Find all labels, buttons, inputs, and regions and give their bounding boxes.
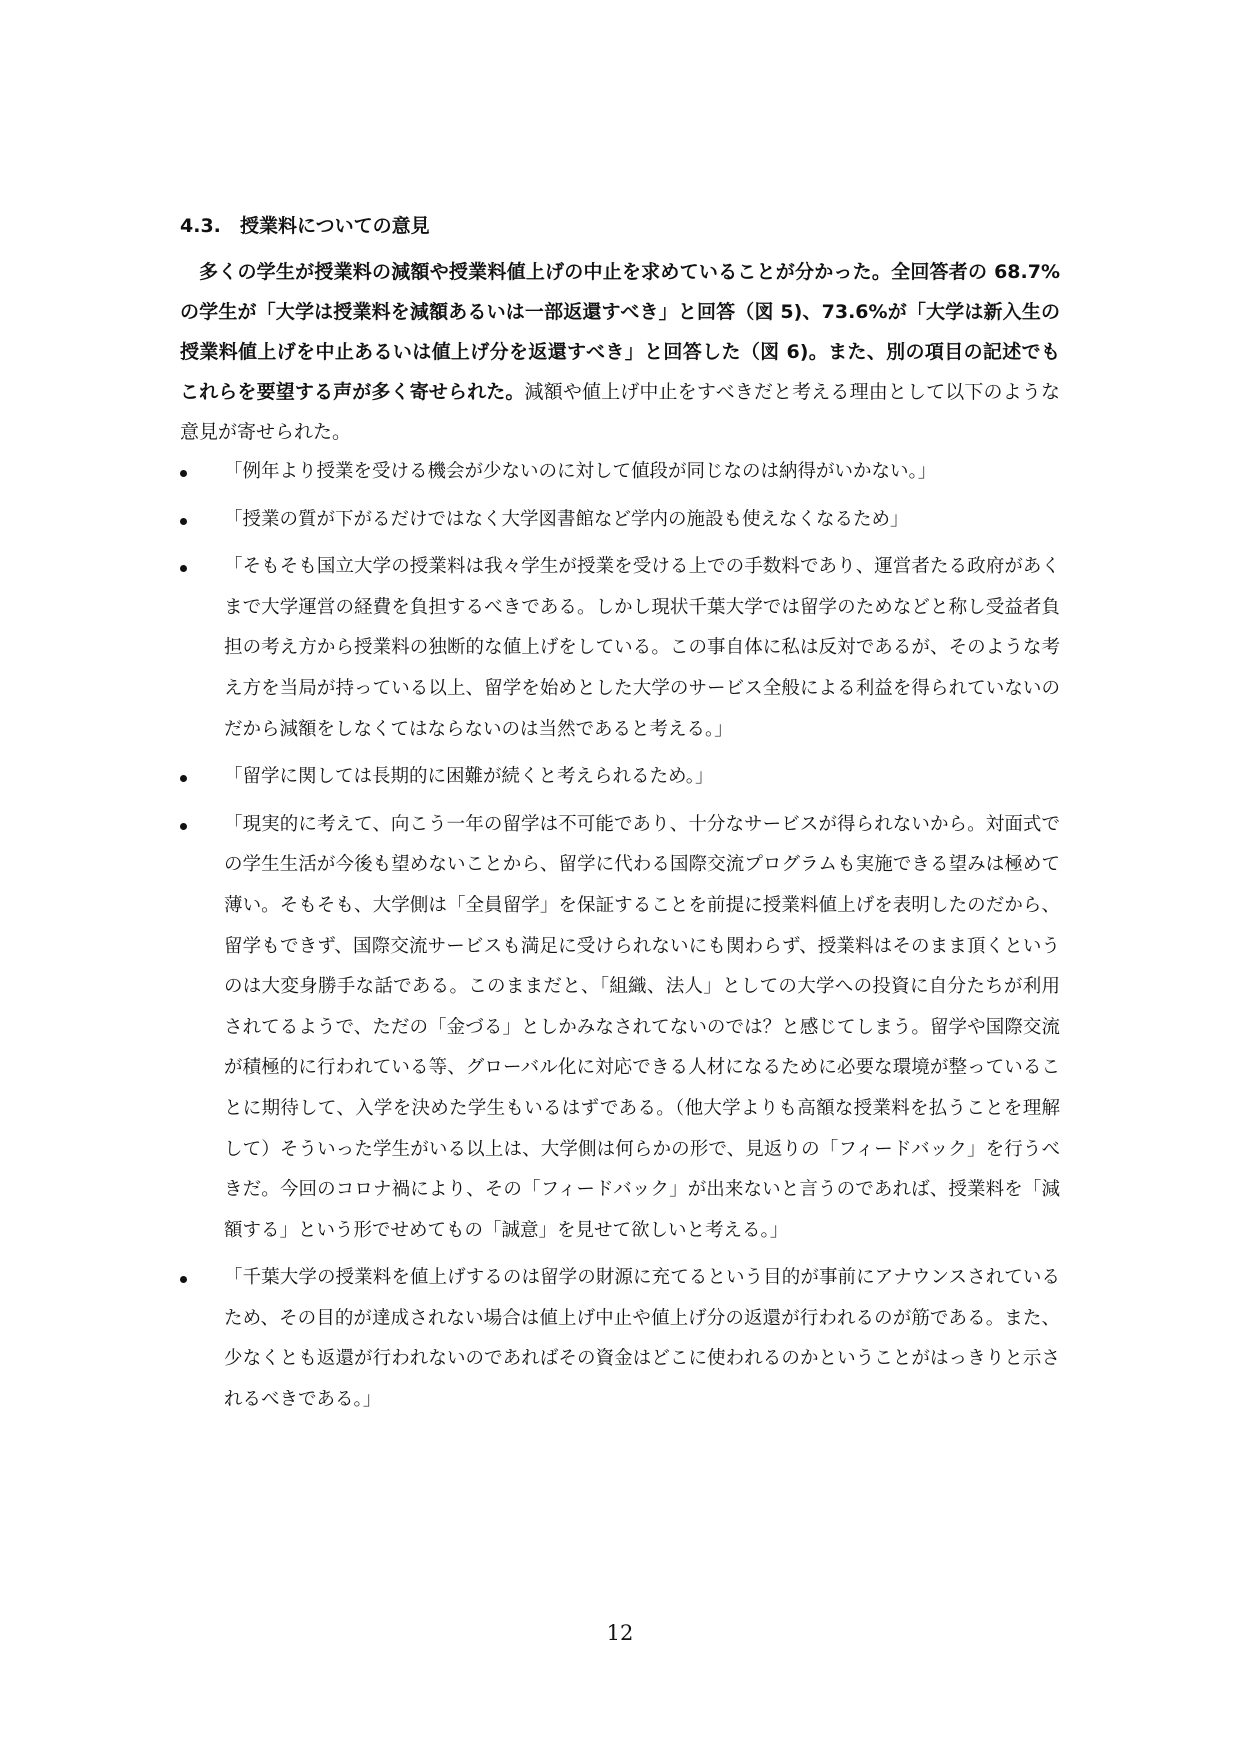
list-item <box>180 757 1060 798</box>
list-item <box>180 452 1060 493</box>
quote-text: 「例年より授業を受ける機会が少ないのに対して値段が同じなのは納得がいかない。」 <box>224 461 937 482</box>
list-item <box>180 500 1060 541</box>
intro-normal-text: 減額や値上げ中止をすべきだと考える理由として以下のような意見が寄せられた。 <box>180 381 1060 443</box>
bullet-icon <box>180 518 187 525</box>
bullet-icon <box>180 775 187 782</box>
opinion-list <box>180 452 1060 1421</box>
section-number: 4.3. <box>180 215 221 237</box>
quote-text: 「留学に関しては長期的に困難が続くと考えられるため。」 <box>224 766 714 788</box>
bullet-icon <box>180 823 187 830</box>
section-heading <box>180 206 1060 246</box>
bullet-icon <box>180 565 187 572</box>
quote-text: 「授業の質が下がるだけではなく大学図書館など学内の施設も使えなくなるため」 <box>224 508 909 530</box>
bullet-icon <box>180 470 187 477</box>
quote-text: 「現実的に考えて、向こう一年の留学は不可能であり、十分なサービスが得られないから。対面式での学生生活が今後も望めないことから、留学に代わる国際交流プログラムも実施できる望みは極めて薄い。そもそも、大学側は「全員留学」を保証することを前提に授業料値上げを表明したのだから、留学もできず、国際交流サービスも満足に受けられないにも関わらず、授業料はそのまま頂くというのは大変身勝手な話である。このままだと、「組織、法人」としての大学への投資に自分たちが利用されてるようで、ただの「金づる」としかみなされてないのでは？と感じてしまう。留学や国際交流が積極的に行われている等、グローバル化に対応できる人材になるために必要な環境が整っていることに期待して、入学を決めた学生もいるはずである。（他大学よりも高額な授業料を払うことを理解して）そういった学生がいる以上は、大学側は何らかの形で、見返りの「フィードバック」を行うべきだ。今回のコロナ禍により、その「フィードバック」が出来ないと言うのであれば、授業料を「減額する」という形でせめてもの「誠意」を見せて欲しいと考える。」 <box>224 813 1060 1241</box>
list-item <box>180 1258 1060 1420</box>
intro-paragraph <box>180 252 1060 452</box>
list-item <box>180 547 1060 750</box>
quote-text: 「そもそも国立大学の授業料は我々学生が授業を受ける上での手数料であり、運営者たる政府があくまで大学運営の経費を負担するべきである。しかし現状千葉大学では留学のためなどと称し受益者負担の考え方から授業料の独断的な値上げをしている。この事自体に私は反対であるが、そのような考え方を当局が持っている以上、留学を始めとした大学のサービス全般による利益を得られていないのだから減額をしなくてはならないのは当然であると考える。」 <box>224 556 1060 740</box>
page-number: 12 <box>606 1621 634 1645</box>
intro-bold-text: 多くの学生が授業料の減額や授業料値上げの中止を求めていることが分かった。全回答者の 68.7%の学生が「大学は授業料を減額あるいは一部返還すべき」と回答（図 5)、73.6%が「大学は新入生の授業料値上げを中止あるいは値上げ分を返還すべき」と回答した（図 6)。また、別の項目の記述でもこれらを要望する声が多く寄せられた。 <box>180 261 1060 403</box>
quote-text: 「千葉大学の授業料を値上げするのは留学の財源に充てるという目的が事前にアナウンスされているため、その目的が達成されない場合は値上げ中止や値上げ分の返還が行われるのが筋である。また、少なくとも返還が行われないのであればその資金はどこに使われるのかということがはっきりと示されるべきである。」 <box>224 1267 1060 1411</box>
list-item <box>180 805 1060 1252</box>
section-title: 授業料についての意見 <box>240 215 430 237</box>
bullet-icon <box>180 1276 187 1283</box>
page-content <box>180 206 1060 1428</box>
